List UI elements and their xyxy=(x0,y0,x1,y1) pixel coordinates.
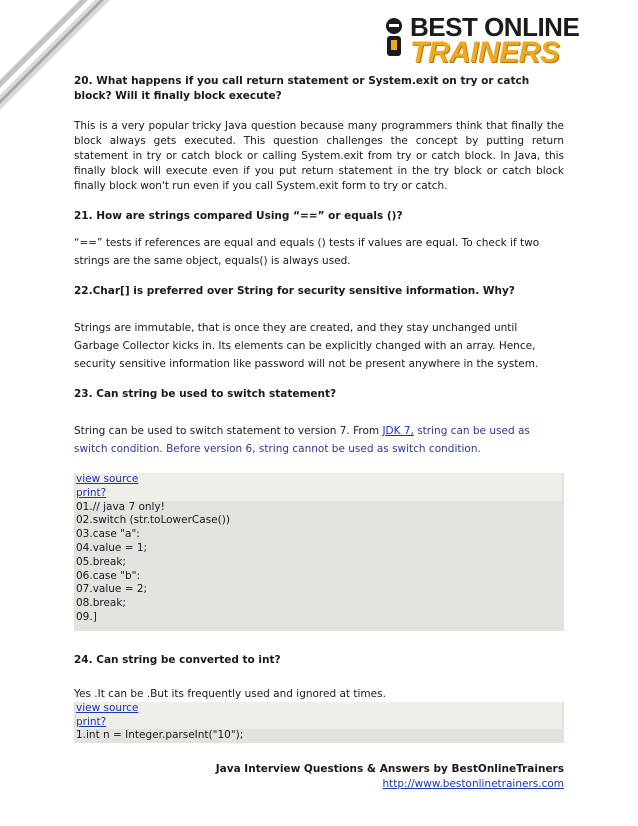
question-20-answer: This is a very popular tricky Java question because many programmers think that finally the block always gets executed. This question challenges the concept by putting return statement in try or catch block or calling System.exit from try or catch block. In Java, this finally block will execute even if you put return statement in the try block or catch block finally block won't run even if you call System.exit form to try or catch. xyxy=(74,120,564,192)
code-line: 09.] xyxy=(76,610,97,623)
code-line: 02.switch (str.toLowerCase()) xyxy=(76,514,230,527)
question-24-title: 24. Can string be converted to int? xyxy=(74,653,281,666)
trainer-mascot-icon xyxy=(380,16,408,64)
code-toolbar xyxy=(76,702,562,730)
code-line: 07.value = 2; xyxy=(76,583,148,596)
print-link[interactable]: print? xyxy=(76,486,107,499)
best-online-trainers-logo xyxy=(380,10,580,70)
question-20-title: 20. What happens if you call return statement or System.exit on try or catch block? Will it finally block execute? xyxy=(74,75,530,102)
code-line: 08.break; xyxy=(76,597,126,610)
logo-text-bottom: TRAINERS xyxy=(410,36,560,69)
logo-text-top: BEST ONLINE xyxy=(410,12,580,42)
footer-title: Java Interview Questions & Answers by BestOnlineTrainers xyxy=(215,763,564,775)
page-footer xyxy=(216,762,564,792)
answer-text-highlight: string can be used as switch condition. Before version 6, string cannot be used as switch condition. xyxy=(74,425,530,455)
code-line: 1.int n = Integer.parseInt("10"); xyxy=(76,729,244,742)
code-line: 01.// java 7 only! xyxy=(76,500,165,513)
answer-text: String can be used to switch statement to version 7. From xyxy=(74,425,383,437)
document-body xyxy=(74,74,564,743)
footer-url-link[interactable]: http://www.bestonlinetrainers.com xyxy=(382,778,564,790)
jdk7-link[interactable]: JDK 7, xyxy=(382,425,414,437)
code-toolbar xyxy=(76,473,562,501)
question-24-answer: Yes .It can be .But its frequently used and ignored at times. xyxy=(74,687,386,700)
code-block-switch xyxy=(74,473,564,631)
question-21-title: 21. How are strings compared Using “==” or equals ()? xyxy=(74,210,403,222)
code-line: 05.break; xyxy=(76,555,126,568)
question-22-answer: Strings are immutable, that is once they are created, and they stay unchanged until Garbage Collector kicks in. Its elements can be explicitly changed with an array. Hence, security sensitive information like password will not be present anywhere in the system. xyxy=(74,322,539,370)
code-line: 06.case "b": xyxy=(76,569,141,582)
code-line: 04.value = 1; xyxy=(76,541,148,554)
question-21-answer: “==” tests if references are equal and equals () tests if values are equal. To check if two strings are the same object, equals() is always used. xyxy=(74,237,540,267)
print-link[interactable]: print? xyxy=(76,715,107,728)
view-source-link[interactable]: view source xyxy=(76,473,139,485)
question-23-answer xyxy=(74,422,564,458)
view-source-link[interactable]: view source xyxy=(76,701,139,714)
code-block-parseint xyxy=(74,702,564,743)
question-23-title: 23. Can string be used to switch statement? xyxy=(74,388,337,400)
question-22-title: 22.Char[] is preferred over String for security sensitive information. Why? xyxy=(74,285,515,297)
code-line: 03.case "a": xyxy=(76,528,140,541)
